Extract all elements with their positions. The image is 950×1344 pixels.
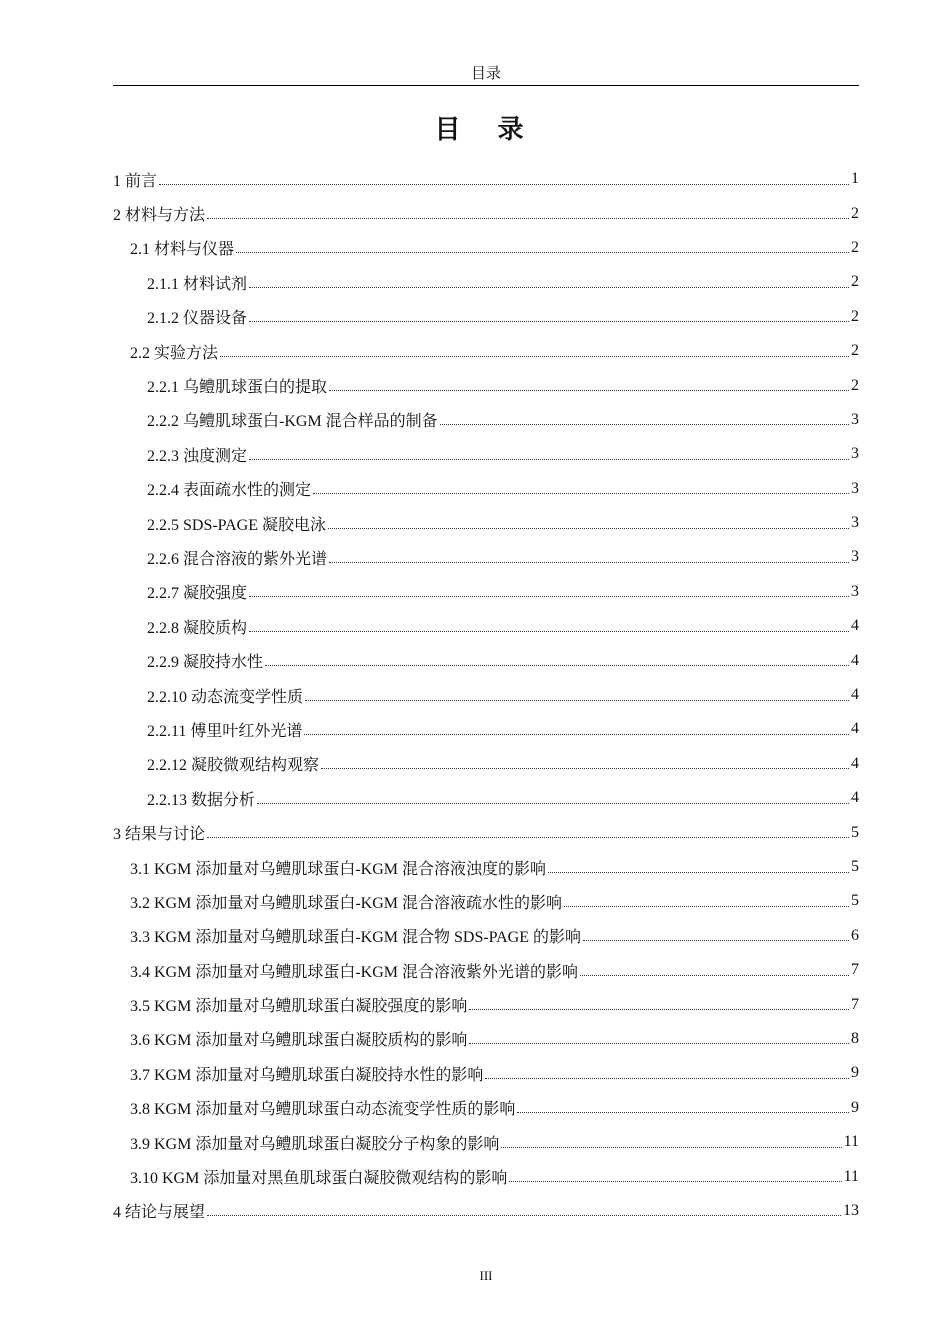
toc-entry-page: 4 [851,754,859,772]
toc-entry-title: 2.2.6 混合溶液的紫外光谱 [147,550,328,568]
toc-entry-page: 7 [851,961,859,979]
toc-dot-leader [313,493,849,494]
toc-entry-page: 11 [843,1133,859,1151]
toc-entry-page: 3 [851,582,859,600]
toc-entry[interactable] [113,265,859,299]
toc-entry-page: 3 [851,445,859,463]
toc-entry-page: 2 [851,273,859,291]
toc-entry[interactable] [113,815,859,849]
toc-entry[interactable] [113,334,859,368]
toc-entry-title: 3 结果与讨论 [113,826,206,844]
running-header: 目录 [470,66,501,82]
toc-entry-title: 2.2.8 凝胶质构 [147,619,248,637]
toc-entry[interactable] [113,300,859,334]
toc-entry-page: 9 [851,1064,859,1082]
toc-dot-leader [249,596,849,597]
toc-dot-leader [485,1078,849,1079]
toc-list [113,162,859,1228]
toc-entry-page: 4 [851,789,859,807]
toc-entry-title: 1 前言 [113,172,158,190]
toc-entry-page: 1 [851,170,859,188]
toc-entry-page: 2 [851,204,859,222]
toc-entry-title: 2.2.1 乌鳢肌球蛋白的提取 [147,379,328,397]
toc-entry-page: 3 [851,410,859,428]
toc-dot-leader [257,803,849,804]
toc-entry[interactable] [113,1056,859,1090]
toc-dot-leader [305,700,849,701]
toc-entry-title: 3.7 KGM 添加量对乌鳢肌球蛋白凝胶持水性的影响 [130,1066,484,1084]
toc-entry[interactable] [113,1125,859,1159]
toc-entry-page: 2 [851,342,859,360]
header-rule [113,85,859,86]
toc-entry-page: 8 [851,1029,859,1047]
page-number: III [479,1268,493,1283]
toc-entry[interactable] [113,231,859,265]
toc-entry[interactable] [113,1091,859,1125]
toc-entry-title: 2.1 材料与仪器 [130,241,235,259]
toc-entry[interactable] [113,953,859,987]
toc-entry-page: 2 [851,238,859,256]
toc-entry-title: 3.6 KGM 添加量对乌鳢肌球蛋白凝胶质构的影响 [130,1032,468,1050]
toc-entry-page: 5 [851,892,859,910]
toc-entry-page: 3 [851,548,859,566]
toc-entry-title: 2.1.1 材料试剂 [147,275,248,293]
toc-entry-page: 11 [843,1167,859,1185]
toc-entry[interactable] [113,1022,859,1056]
toc-entry[interactable] [113,437,859,471]
toc-entry-title: 2.2.2 乌鳢肌球蛋白-KGM 混合样品的制备 [147,413,438,431]
toc-entry-title: 2.2 实验方法 [130,344,219,362]
toc-entry-page: 5 [851,858,859,875]
toc-entry[interactable] [113,987,859,1021]
toc-entry-title: 2.2.4 表面疏水性的测定 [147,482,312,500]
toc-dot-leader [509,1181,841,1182]
toc-entry-title: 2.2.9 凝胶持水性 [147,654,264,672]
toc-dot-leader [207,837,849,838]
toc-dot-leader [321,768,849,769]
toc-dot-leader [329,390,849,391]
toc-entry-title: 3.8 KGM 添加量对乌鳢肌球蛋白动态流变学性质的影响 [130,1101,516,1119]
toc-dot-leader [249,631,849,632]
toc-title: 目 录 [434,115,538,145]
toc-entry-title: 3.4 KGM 添加量对乌鳢肌球蛋白-KGM 混合溶液紫外光谱的影响 [130,963,579,981]
toc-dot-leader [249,287,849,288]
toc-entry-title: 3.2 KGM 添加量对乌鳢肌球蛋白-KGM 混合溶液疏水性的影响 [130,894,563,912]
toc-dot-leader [469,1043,849,1044]
toc-entry[interactable] [113,162,859,196]
toc-dot-leader [328,528,849,529]
toc-entry-page: 2 [851,376,859,394]
toc-entry-title: 2.2.12 凝胶微观结构观察 [147,757,320,775]
toc-entry-title: 4 结论与展望 [113,1204,206,1222]
toc-entry[interactable] [113,609,859,643]
toc-entry[interactable] [113,575,859,609]
toc-entry[interactable] [113,747,859,781]
toc-entry-page: 5 [851,823,859,841]
toc-dot-leader [329,562,849,563]
toc-entry[interactable] [113,506,859,540]
toc-entry-page: 4 [851,651,859,669]
toc-dot-leader [501,1147,841,1148]
toc-entry-title: 3.10 KGM 添加量对黑鱼肌球蛋白凝胶微观结构的影响 [130,1170,508,1188]
toc-entry[interactable] [113,884,859,918]
toc-entry[interactable] [113,472,859,506]
toc-dot-leader [440,424,849,425]
toc-dot-leader [265,665,849,666]
toc-entry-title: 3.1 KGM 添加量对乌鳢肌球蛋白-KGM 混合溶液浊度的影响 [130,860,547,878]
toc-entry-page: 3 [851,514,859,532]
toc-dot-leader [159,184,849,185]
toc-entry[interactable] [113,1159,859,1193]
toc-entry[interactable] [113,196,859,230]
toc-entry[interactable] [113,781,859,815]
toc-entry[interactable] [113,403,859,437]
toc-entry-title: 2.2.5 SDS-PAGE 凝胶电泳 [147,516,326,534]
toc-entry-page: 3 [851,479,859,497]
toc-entry[interactable] [113,678,859,712]
toc-dot-leader [517,1112,849,1113]
toc-entry-title: 3.3 KGM 添加量对乌鳢肌球蛋白-KGM 混合物 SDS-PAGE 的影响 [130,929,581,947]
toc-dot-leader [304,734,849,735]
toc-dot-leader [469,1009,849,1010]
toc-entry-page: 7 [851,995,859,1013]
toc-dot-leader [249,321,849,322]
toc-dot-leader [564,906,849,907]
toc-entry-page: 13 [843,1201,859,1219]
toc-entry[interactable] [113,643,859,677]
toc-dot-leader [220,356,849,357]
toc-dot-leader [236,252,849,253]
toc-entry[interactable] [113,1194,859,1228]
toc-entry-title: 3.5 KGM 添加量对乌鳢肌球蛋白凝胶强度的影响 [130,998,468,1016]
toc-dot-leader [207,218,849,219]
toc-dot-leader [207,1215,841,1216]
toc-entry[interactable] [113,850,859,884]
toc-entry-page: 4 [851,686,859,704]
toc-entry[interactable] [113,712,859,746]
toc-entry[interactable] [113,368,859,402]
toc-dot-leader [583,940,849,941]
toc-entry-page: 2 [851,307,859,325]
toc-entry-page: 9 [851,1098,859,1116]
toc-entry-page: 4 [851,720,859,738]
toc-entry-title: 2.2.11 傅里叶红外光谱 [147,722,303,740]
toc-entry[interactable] [113,540,859,574]
toc-entry-page: 4 [851,617,859,635]
toc-entry[interactable] [113,919,859,953]
toc-entry-title: 2.2.13 数据分析 [147,791,256,809]
toc-entry-title: 2.1.2 仪器设备 [147,310,248,328]
toc-entry-title: 2 材料与方法 [113,207,206,225]
toc-dot-leader [548,872,849,873]
toc-entry-title: 3.9 KGM 添加量对乌鳢肌球蛋白凝胶分子构象的影响 [130,1135,500,1153]
toc-dot-leader [580,975,849,976]
toc-entry-title: 2.2.3 浊度测定 [147,447,248,465]
toc-entry-page: 6 [851,926,859,944]
toc-entry-title: 2.2.7 凝胶强度 [147,585,248,603]
toc-dot-leader [249,459,849,460]
toc-entry-title: 2.2.10 动态流变学性质 [147,688,304,706]
